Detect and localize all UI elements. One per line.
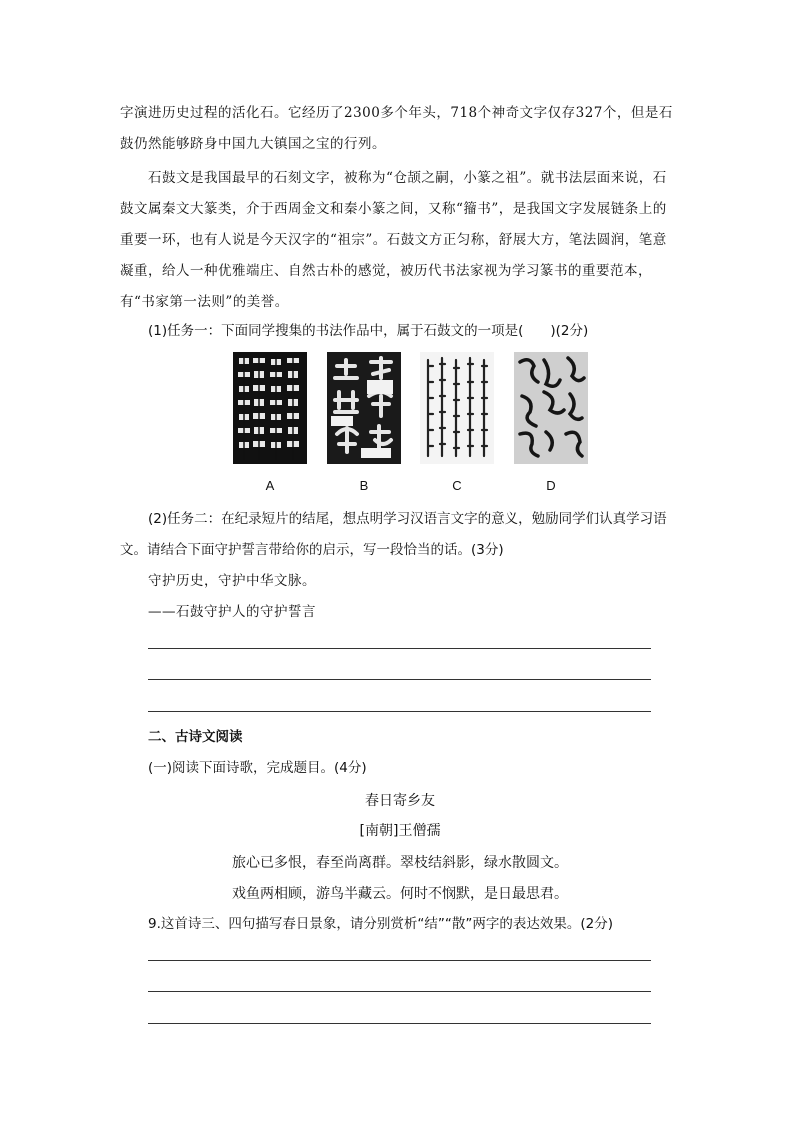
poem-title: 春日寄乡友 bbox=[365, 793, 435, 809]
oath-text: 守护历史，守护中华文脉。 bbox=[148, 573, 316, 589]
option-label-d: D bbox=[546, 478, 556, 493]
task2-question: (2)任务二：在纪录短片的结尾，想点明学习汉语言文字的意义，勉励同学们认真学习语文。请结合下面守护誓言带给你的启示，写一段恰当的话。(3分) bbox=[120, 511, 667, 558]
question-9: 9.这首诗三、四句描写春日景象，请分别赏析“结”“散”两字的表达效果。(2分) bbox=[148, 916, 613, 932]
calligraphy-sample-c bbox=[420, 352, 494, 464]
oath-attribution: ——石鼓守护人的守护誓言 bbox=[148, 604, 316, 620]
option-label-a: A bbox=[265, 478, 275, 493]
answer-line-4[interactable] bbox=[148, 960, 651, 961]
calligraphy-sample-d bbox=[514, 352, 588, 464]
option-label-b: B bbox=[359, 478, 369, 493]
answer-line-1[interactable] bbox=[148, 648, 651, 649]
poem-author: [南朝]王僧孺 bbox=[359, 823, 441, 839]
task1-question: (1)任务一：下面同学搜集的书法作品中，属于石鼓文的一项是( )(2分) bbox=[148, 323, 589, 339]
answer-line-6[interactable] bbox=[148, 1023, 651, 1024]
calligraphy-sample-b bbox=[327, 352, 401, 464]
section-intro: (一)阅读下面诗歌，完成题目。(4分) bbox=[148, 760, 367, 776]
answer-line-5[interactable] bbox=[148, 991, 651, 992]
option-label-c: C bbox=[452, 478, 462, 493]
calligraphy-sample-a bbox=[233, 352, 307, 464]
answer-line-2[interactable] bbox=[148, 679, 651, 680]
passage-line-2: 鼓仍然能够跻身中国九大镇国之宝的行列。 bbox=[120, 136, 386, 152]
poem-line-1: 旅心已多恨，春至尚离群。翠枝结斜影，绿水散圆文。 bbox=[232, 855, 568, 871]
passage-line-1: 字演进历史过程的活化石。它经历了2300多个年头，718个神奇文字仅存327个，但是石 bbox=[120, 105, 673, 121]
poem-line-2: 戏鱼两相顾，游鸟半藏云。何时不悯默，是日最思君。 bbox=[232, 886, 568, 902]
answer-line-3[interactable] bbox=[148, 711, 651, 712]
passage-paragraph-2: 石鼓文是我国最早的石刻文字，被称为“仓颉之嗣，小篆之祖”。就书法层面来说，石鼓文属秦文大篆类，介于西周金文和秦小篆之间，又称“籀书”，是我国文字发展链条上的重要一环，也有人说是今天汉字的“祖宗”。石鼓文方正匀称，舒展大方，笔法圆润，笔意凝重，给人一种优雅端庄、自然古朴的感觉，被历代书法家视为学习篆书的重要范本，有“书家第一法则”的美誉。 bbox=[120, 170, 667, 310]
section-heading: 二、古诗文阅读 bbox=[148, 729, 243, 745]
